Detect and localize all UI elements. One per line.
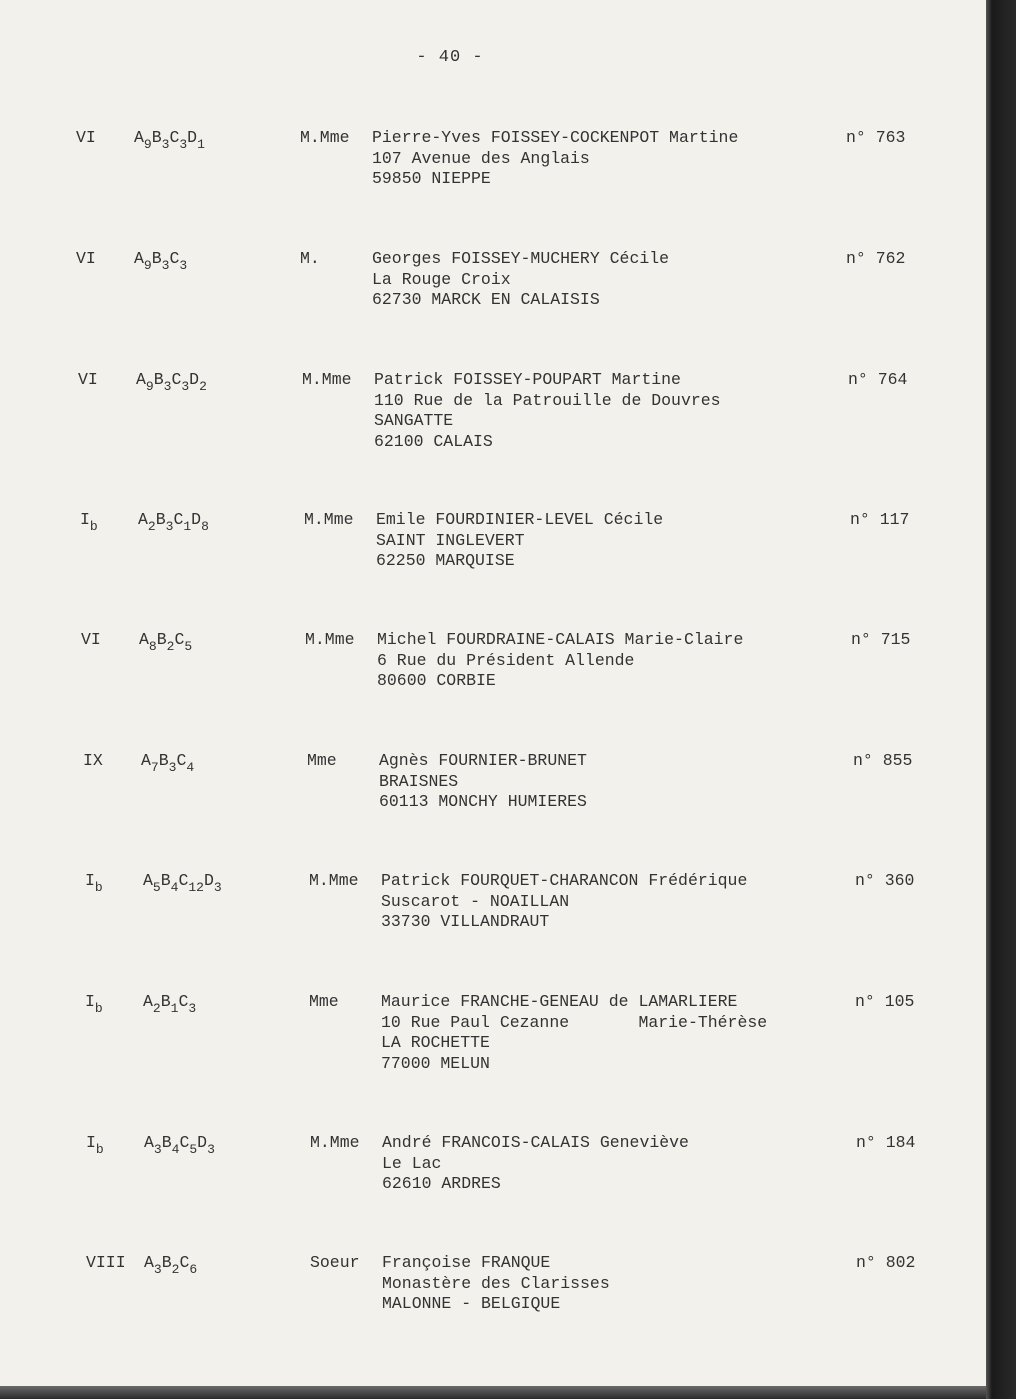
code-letter: B — [156, 630, 167, 649]
code-index: 3 — [179, 137, 188, 152]
entry-rank: VI — [76, 128, 96, 147]
code-index: 12 — [188, 880, 204, 895]
code-letter: B — [161, 1133, 172, 1152]
entry-address — [381, 992, 767, 1074]
code-index: 5 — [189, 1142, 198, 1157]
code-letter: A — [139, 630, 149, 649]
code-index: 3 — [161, 258, 170, 273]
scan-edge-right — [986, 0, 1016, 1399]
code-letter: B — [160, 871, 171, 890]
code-index: 3 — [168, 760, 177, 775]
entry-rank: $I_b$ — [85, 992, 103, 1016]
code-letter: D — [197, 1133, 208, 1152]
code-letter: A — [141, 751, 151, 770]
address-line: Le Lac — [382, 1153, 442, 1173]
code-letter: A — [134, 249, 144, 268]
code-letter: A — [136, 370, 146, 389]
entry-rank: $I_b$ — [80, 510, 98, 534]
code-letter: B — [151, 128, 162, 147]
address-line: 62730 MARCK EN CALAISIS — [372, 290, 600, 309]
entry-number: n° 764 — [848, 370, 908, 389]
entry-name: Patrick FOISSEY-POUPART Martine — [374, 370, 681, 389]
entry-address — [381, 871, 747, 933]
code-letter: B — [151, 249, 162, 268]
code-index: 2 — [166, 639, 175, 654]
address-line: LA ROCHETTE — [381, 1033, 490, 1052]
entry-number: n° 715 — [851, 630, 911, 649]
entry-rank: VI — [78, 370, 98, 389]
address-line: 62100 CALAIS — [374, 431, 493, 451]
address-line: 59850 NIEPPE — [372, 169, 491, 188]
code-letter: D — [191, 510, 202, 529]
entry-code — [141, 751, 195, 775]
address-line: 110 Rue de la Patrouille de Douvres — [374, 390, 721, 410]
entry-code — [143, 871, 222, 895]
code-letter: B — [155, 510, 166, 529]
code-letter: C — [174, 630, 185, 649]
entry-title: M. — [300, 249, 320, 268]
code-index: 2 — [152, 1001, 161, 1016]
code-index: 3 — [207, 1142, 215, 1157]
entry-number: n° 360 — [855, 871, 915, 890]
code-letter: A — [138, 510, 148, 529]
code-letter: C — [178, 871, 189, 890]
code-letter: C — [169, 128, 180, 147]
entry-name: Patrick FOURQUET-CHARANCON Frédérique — [381, 871, 748, 890]
entry-number: n° 184 — [856, 1133, 916, 1152]
code-index: 5 — [152, 880, 161, 895]
address-line: 107 Avenue des Anglais — [372, 148, 590, 168]
code-letter: A — [134, 128, 144, 147]
entry-address — [382, 1253, 610, 1315]
code-index: 4 — [186, 760, 195, 775]
entry-code — [139, 630, 193, 654]
entry-number: n° 762 — [846, 249, 906, 268]
entry-code — [143, 992, 197, 1016]
entry-code — [134, 128, 205, 152]
code-letter: C — [171, 370, 182, 389]
entry-address — [372, 249, 669, 311]
code-letter: C — [176, 751, 187, 770]
entry-number: n° 855 — [853, 751, 913, 770]
entry-address — [372, 128, 738, 190]
code-letter: B — [161, 1253, 172, 1272]
code-index: 8 — [201, 519, 209, 534]
code-letter: D — [187, 128, 198, 147]
code-index: 3 — [188, 1001, 197, 1016]
address-line: La Rouge Croix — [372, 269, 511, 289]
entry-rank: $I_b$ — [86, 1133, 104, 1157]
code-index: 7 — [150, 760, 159, 775]
entry-name: Georges FOISSEY-MUCHERY Cécile — [372, 249, 670, 268]
entry-address — [377, 630, 743, 692]
page-number: - 40 - — [416, 48, 484, 67]
code-letter: C — [173, 510, 184, 529]
address-line: SANGATTE — [374, 411, 454, 430]
code-letter: C — [178, 992, 189, 1011]
code-index: 3 — [163, 379, 172, 394]
entry-title: M.Mme — [304, 510, 354, 529]
entry-name: Agnès FOURNIER-BRUNET — [379, 751, 587, 770]
entry-name: Maurice FRANCHE-GENEAU de LAMARLIERE — [381, 992, 738, 1011]
entry-name: Pierre-Yves FOISSEY-COCKENPOT Martine — [372, 128, 739, 147]
code-index: 1 — [170, 1001, 179, 1016]
address-line: 60113 MONCHY HUMIERES — [379, 792, 587, 811]
entry-code — [144, 1133, 215, 1157]
code-index: 3 — [161, 137, 170, 152]
entry-code — [136, 370, 207, 394]
entry-code — [144, 1253, 198, 1277]
code-index: 3 — [181, 379, 190, 394]
entry-number: n° 802 — [856, 1253, 916, 1272]
entry-address — [374, 370, 721, 452]
code-index: 1 — [183, 519, 192, 534]
code-index: 2 — [171, 1262, 180, 1277]
scan-edge-bottom — [0, 1386, 986, 1399]
entry-title: Soeur — [310, 1253, 360, 1272]
address-line: BRAISNES — [379, 771, 459, 791]
address-line: 33730 VILLANDRAUT — [381, 912, 550, 931]
entry-title: M.Mme — [305, 630, 355, 649]
code-index: 2 — [199, 379, 207, 394]
address-line: 10 Rue Paul Cezanne Marie-Thérèse — [381, 1012, 768, 1032]
code-index: 2 — [147, 519, 156, 534]
entry-rank: VI — [81, 630, 101, 649]
code-index: 6 — [189, 1262, 198, 1277]
entry-title: M.Mme — [302, 370, 352, 389]
code-letter: D — [189, 370, 200, 389]
code-index: 9 — [145, 379, 154, 394]
address-line: SAINT INGLEVERT — [376, 530, 525, 550]
code-letter: C — [179, 1253, 190, 1272]
code-index: 8 — [148, 639, 157, 654]
code-index: 1 — [197, 137, 205, 152]
entry-number: n° 105 — [855, 992, 915, 1011]
code-letter: B — [158, 751, 169, 770]
entry-rank: VIII — [86, 1253, 126, 1272]
entry-address — [382, 1133, 689, 1195]
code-letter: A — [143, 992, 153, 1011]
code-letter: A — [144, 1253, 154, 1272]
address-line: 6 Rue du Président Allende — [377, 650, 635, 670]
entry-number: n° 117 — [850, 510, 910, 529]
entry-title: M.Mme — [310, 1133, 360, 1152]
address-line: Monastère des Clarisses — [382, 1273, 610, 1293]
address-line: MALONNE - BELGIQUE — [382, 1294, 561, 1313]
code-letter: D — [203, 871, 214, 890]
code-index: 4 — [170, 880, 179, 895]
entry-rank: IX — [83, 751, 103, 770]
code-letter: B — [160, 992, 171, 1011]
address-line: 77000 MELUN — [381, 1053, 490, 1073]
entry-rank: VI — [76, 249, 96, 268]
entry-code — [138, 510, 209, 534]
code-index: 3 — [213, 880, 222, 895]
entry-name: André FRANCOIS-CALAIS Geneviève — [382, 1133, 689, 1152]
entry-rank: $I_b$ — [85, 871, 103, 895]
entry-number: n° 763 — [846, 128, 906, 147]
entry-title: Mme — [309, 992, 339, 1011]
entry-name: Michel FOURDRAINE-CALAIS Marie-Claire — [377, 630, 744, 649]
code-index: 3 — [165, 519, 174, 534]
code-letter: A — [144, 1133, 154, 1152]
code-index: 3 — [153, 1142, 162, 1157]
entry-address — [376, 510, 663, 572]
code-index: 9 — [143, 258, 152, 273]
code-letter: A — [143, 871, 153, 890]
address-line: 62250 MARQUISE — [376, 551, 515, 570]
code-letter: C — [179, 1133, 190, 1152]
entry-code — [134, 249, 188, 273]
code-letter: B — [153, 370, 164, 389]
address-line: Suscarot - NOAILLAN — [381, 891, 570, 911]
address-line: 62610 ARDRES — [382, 1174, 501, 1193]
code-index: 4 — [171, 1142, 180, 1157]
code-letter: C — [169, 249, 180, 268]
address-line: 80600 CORBIE — [377, 671, 496, 690]
entry-title: M.Mme — [300, 128, 350, 147]
entry-title: Mme — [307, 751, 337, 770]
code-index: 9 — [143, 137, 152, 152]
code-index: 3 — [179, 258, 188, 273]
entry-title: M.Mme — [309, 871, 359, 890]
code-index: 3 — [153, 1262, 162, 1277]
code-index: 5 — [184, 639, 193, 654]
entry-address — [379, 751, 587, 813]
entry-name: Emile FOURDINIER-LEVEL Cécile — [376, 510, 664, 529]
entry-name: Françoise FRANQUE — [382, 1253, 551, 1272]
